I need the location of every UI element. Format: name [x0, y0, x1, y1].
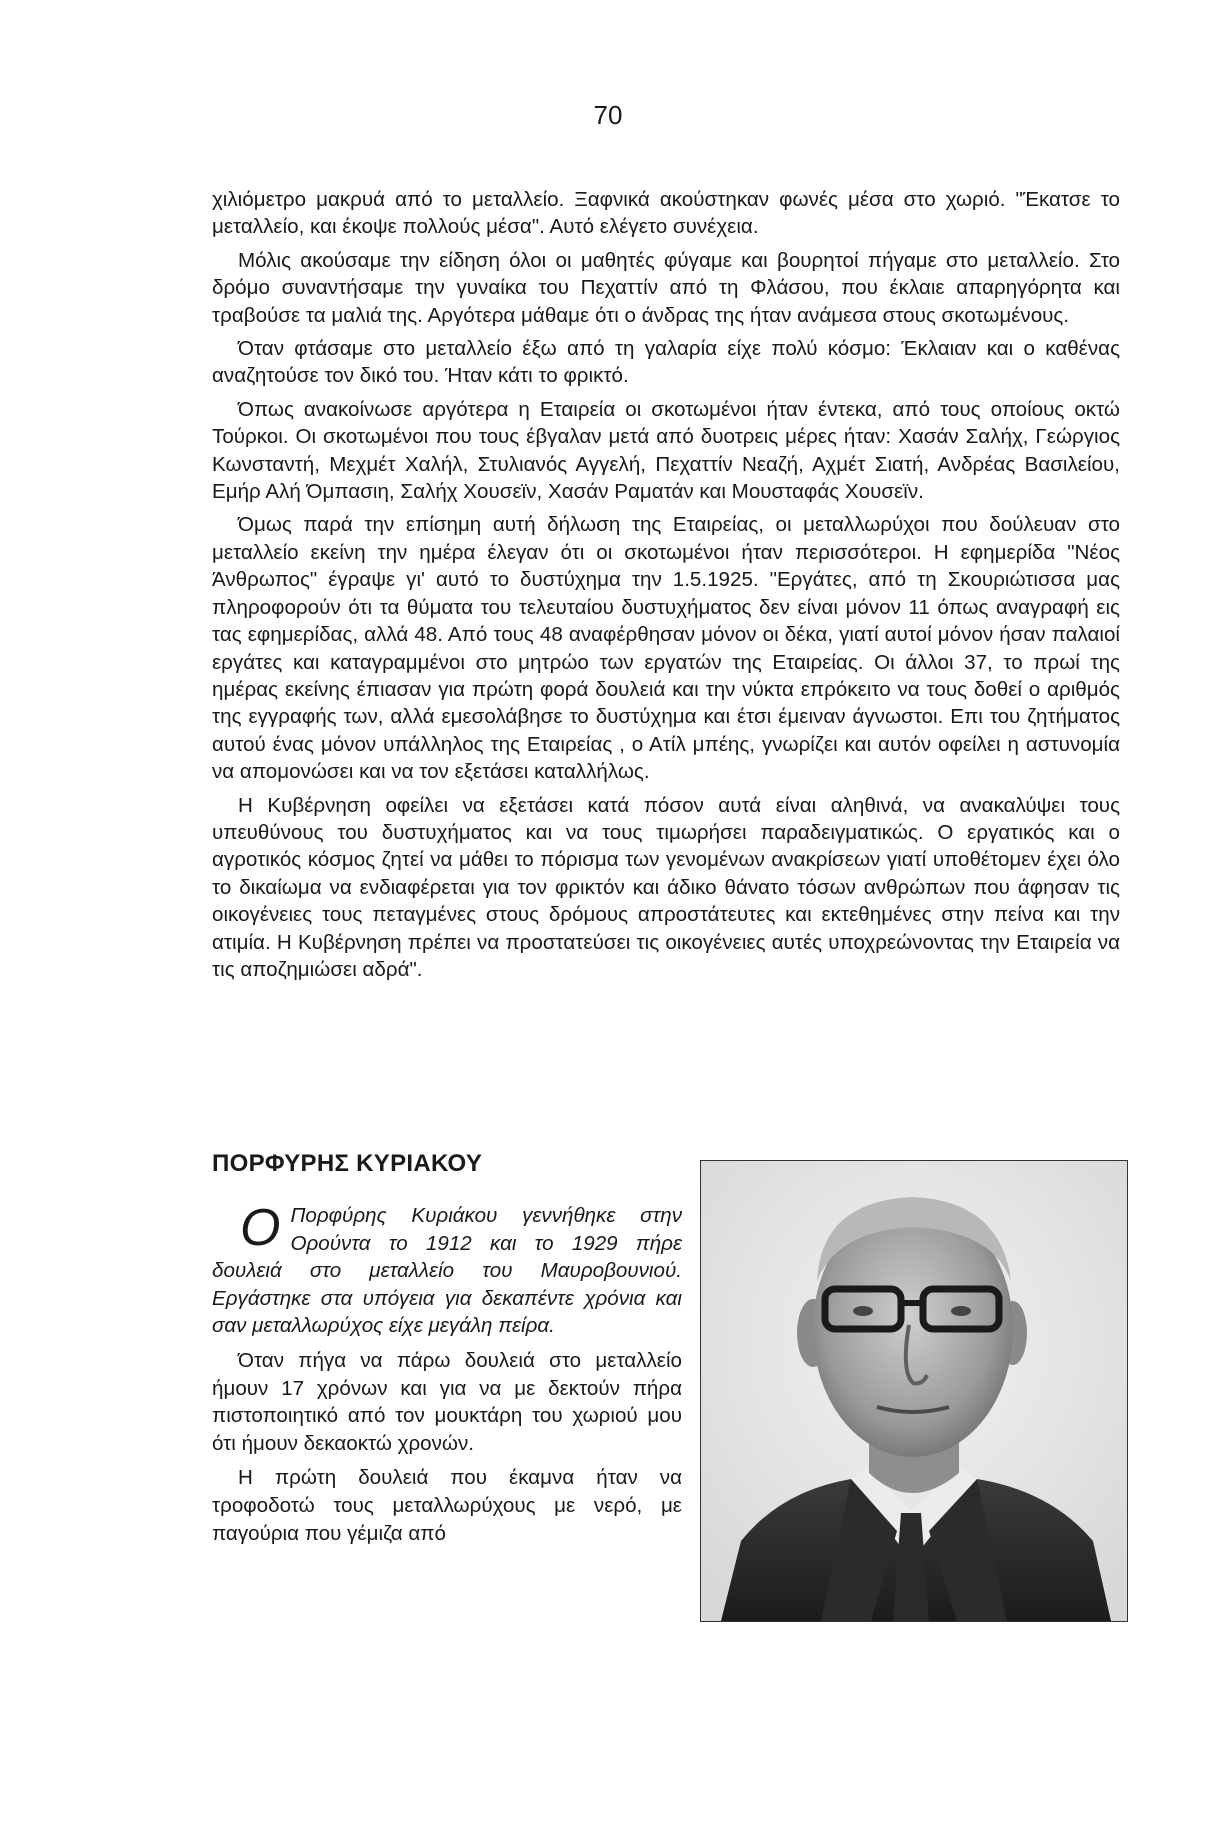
portrait-photo — [700, 1160, 1128, 1622]
paragraph: χιλιόμετρο μακρυά από το μεταλλείο. Ξαφνικά ακούστηκαν φωνές μέσα στο χωριό. "Έκατσε το μεταλλείο, και έκοψε πολλούς μέσα". Αυτό ελέγετο συνέχεια. — [212, 188, 1120, 239]
biography-column — [212, 1199, 682, 1554]
paragraph: Η Κυβέρνηση οφείλει να εξετάσει κατά πόσον αυτά είναι αληθινά, να ανακαλύψει τους υπευθύνους του δυστυχήματος και να τους τιμωρήσει παραδειγματικώς. Ο εργατικός και ο αγροτικός κόσμος ζητεί να μάθει το πόρισμα των γενομένων ανακρίσεων γιατί υποθέτομεν έχει όλο το δικαίωμα να ενδιαφέρεται για τον φρικτόν και άδικο θάνατο τόσων ανθρώπων που άφησαν τις οικογένειες τους πεταγμένες στους δρόμους απροστάτευτες και εκτεθημένες στην πείνα και την ατιμία. Η Κυβέρνηση πρέπει να προστατεύσει τις οικογένειες αυτές υποχρεώνοντας την Εταιρεία να τις αποζημιώσει αδρά". — [212, 793, 1120, 981]
paragraph: Όταν πήγα να πάρω δουλειά στο μεταλλείο ήμουν 17 χρόνων και για να με δεκτούν πήρα πιστοποιητικό από τον μουκτάρη του χωριού μου ότι ήμουν δεκαοκτώ χρονών. — [212, 1348, 682, 1455]
paragraph: Μόλις ακούσαμε την είδηση όλοι οι μαθητές φύγαμε και βουρητοί πήγαμε στο μεταλλείο. Στο δρόμο συναντήσαμε την γυναίκα του Πεχαττίν από τη Φλάσου, που έκλαιε απαρηγόρητα και τραβούσε τα μαλιά της. Αργότερα μάθαμε ότι ο άνδρας της ήταν ανάμεσα στους σκοτωμένους. — [212, 248, 1120, 327]
page-number: 70 — [593, 100, 623, 130]
main-text-body — [212, 186, 1120, 989]
paragraph: Όταν φτάσαμε στο μεταλλείο έξω από τη γαλαρία είχε πολύ κόσμο: Έκλαιαν και ο καθένας αναζητούσε τον δικό του. Ήταν κάτι το φρικτό. — [212, 337, 1120, 388]
intro-paragraph — [212, 1199, 682, 1340]
section-heading: ΠΟΡΦΥΡΗΣ ΚΥΡΙΑΚΟΥ — [212, 1150, 483, 1177]
drop-cap: Ο — [240, 1199, 281, 1257]
portrait-image — [701, 1161, 1127, 1621]
paragraph: Η πρώτη δουλειά που έκαμνα ήταν να τροφοδοτώ τους μεταλλωρύχους με νερό, με παγούρια που γέμιζα από — [212, 1466, 682, 1545]
paragraph: Όμως παρά την επίσημη αυτή δήλωση της Εταιρείας, οι μεταλλωρύχοι που δούλευαν στο μεταλλείο εκείνη την ημέρα έλεγαν ότι οι σκοτωμένοι ήταν περισσότεροι. Η εφημερίδα "Νέος Άνθρωπος" έγραψε γι' αυτό το δυστύχημα την 1.5.1925. "Εργάτες, από τη Σκουριώτισσα μας πληροφορούν ότι τα θύματα του τελευταίου δυστυχήματος δεν είναι μόνον 11 όπως αναγραφή εις τας εφημερίδας, αλλά 48. Από τους 48 αναφέρθησαν μόνον οι δέκα, γιατί αυτοί μόνον ήσαν παλαιοί εργάτες και καταγραμμένοι στο μητρώο των εργατών της Εταιρείας. Οι άλλοι 37, το πρωί της ημέρας εκείνης έπιασαν για πρώτη φορά δουλειά και την νύκτα επρόκειτο να τους δοθεί ο αριθμός της εγγραφής των, αλλά εμεσολάβησε το δυστύχημα και έτσι έμειναν άγνωστοι. Επι του ζητήματος αυτού ένας μόνον υπάλληλος της Εταιρείας , ο Ατίλ μπέης, γνωρίζει και αυτόν οφείλει η αστυνομία να απομονώσει και να τον εξετάσει καταλλήλως. — [212, 513, 1120, 784]
paragraph: Όπως ανακοίνωσε αργότερα η Εταιρεία οι σκοτωμένοι ήταν έντεκα, από τους οποίους οκτώ Τούρκοι. Οι σκοτωμένοι που τους έβγαλαν μετά από δυοτρεις μέρες ήταν: Χασάν Σαλήχ, Γεώργιος Κωνσταντή, Μεχμέτ Χαλήλ, Στυλιανός Αγγελή, Πεχαττίν Νεαζή, Αχμέτ Σιατή, Ανδρέας Βασιλείου, Εμήρ Αλή Όμπασιη, Σαλήχ Χουσεϊν, Χασάν Ραματάν και Μουσταφάς Χουσεϊν. — [212, 397, 1120, 504]
intro-text: Πορφύρης Κυριάκου γεννήθηκε στην Ορούντα το 1912 και το 1929 πήρε δουλειά στο μεταλλείο του Μαυροβουνιού. Εργάστηκε στα υπόγεια για δεκαπέντε χρόνια και σαν μεταλλωρύχος είχε μεγάλη πείρα. — [212, 1204, 682, 1338]
